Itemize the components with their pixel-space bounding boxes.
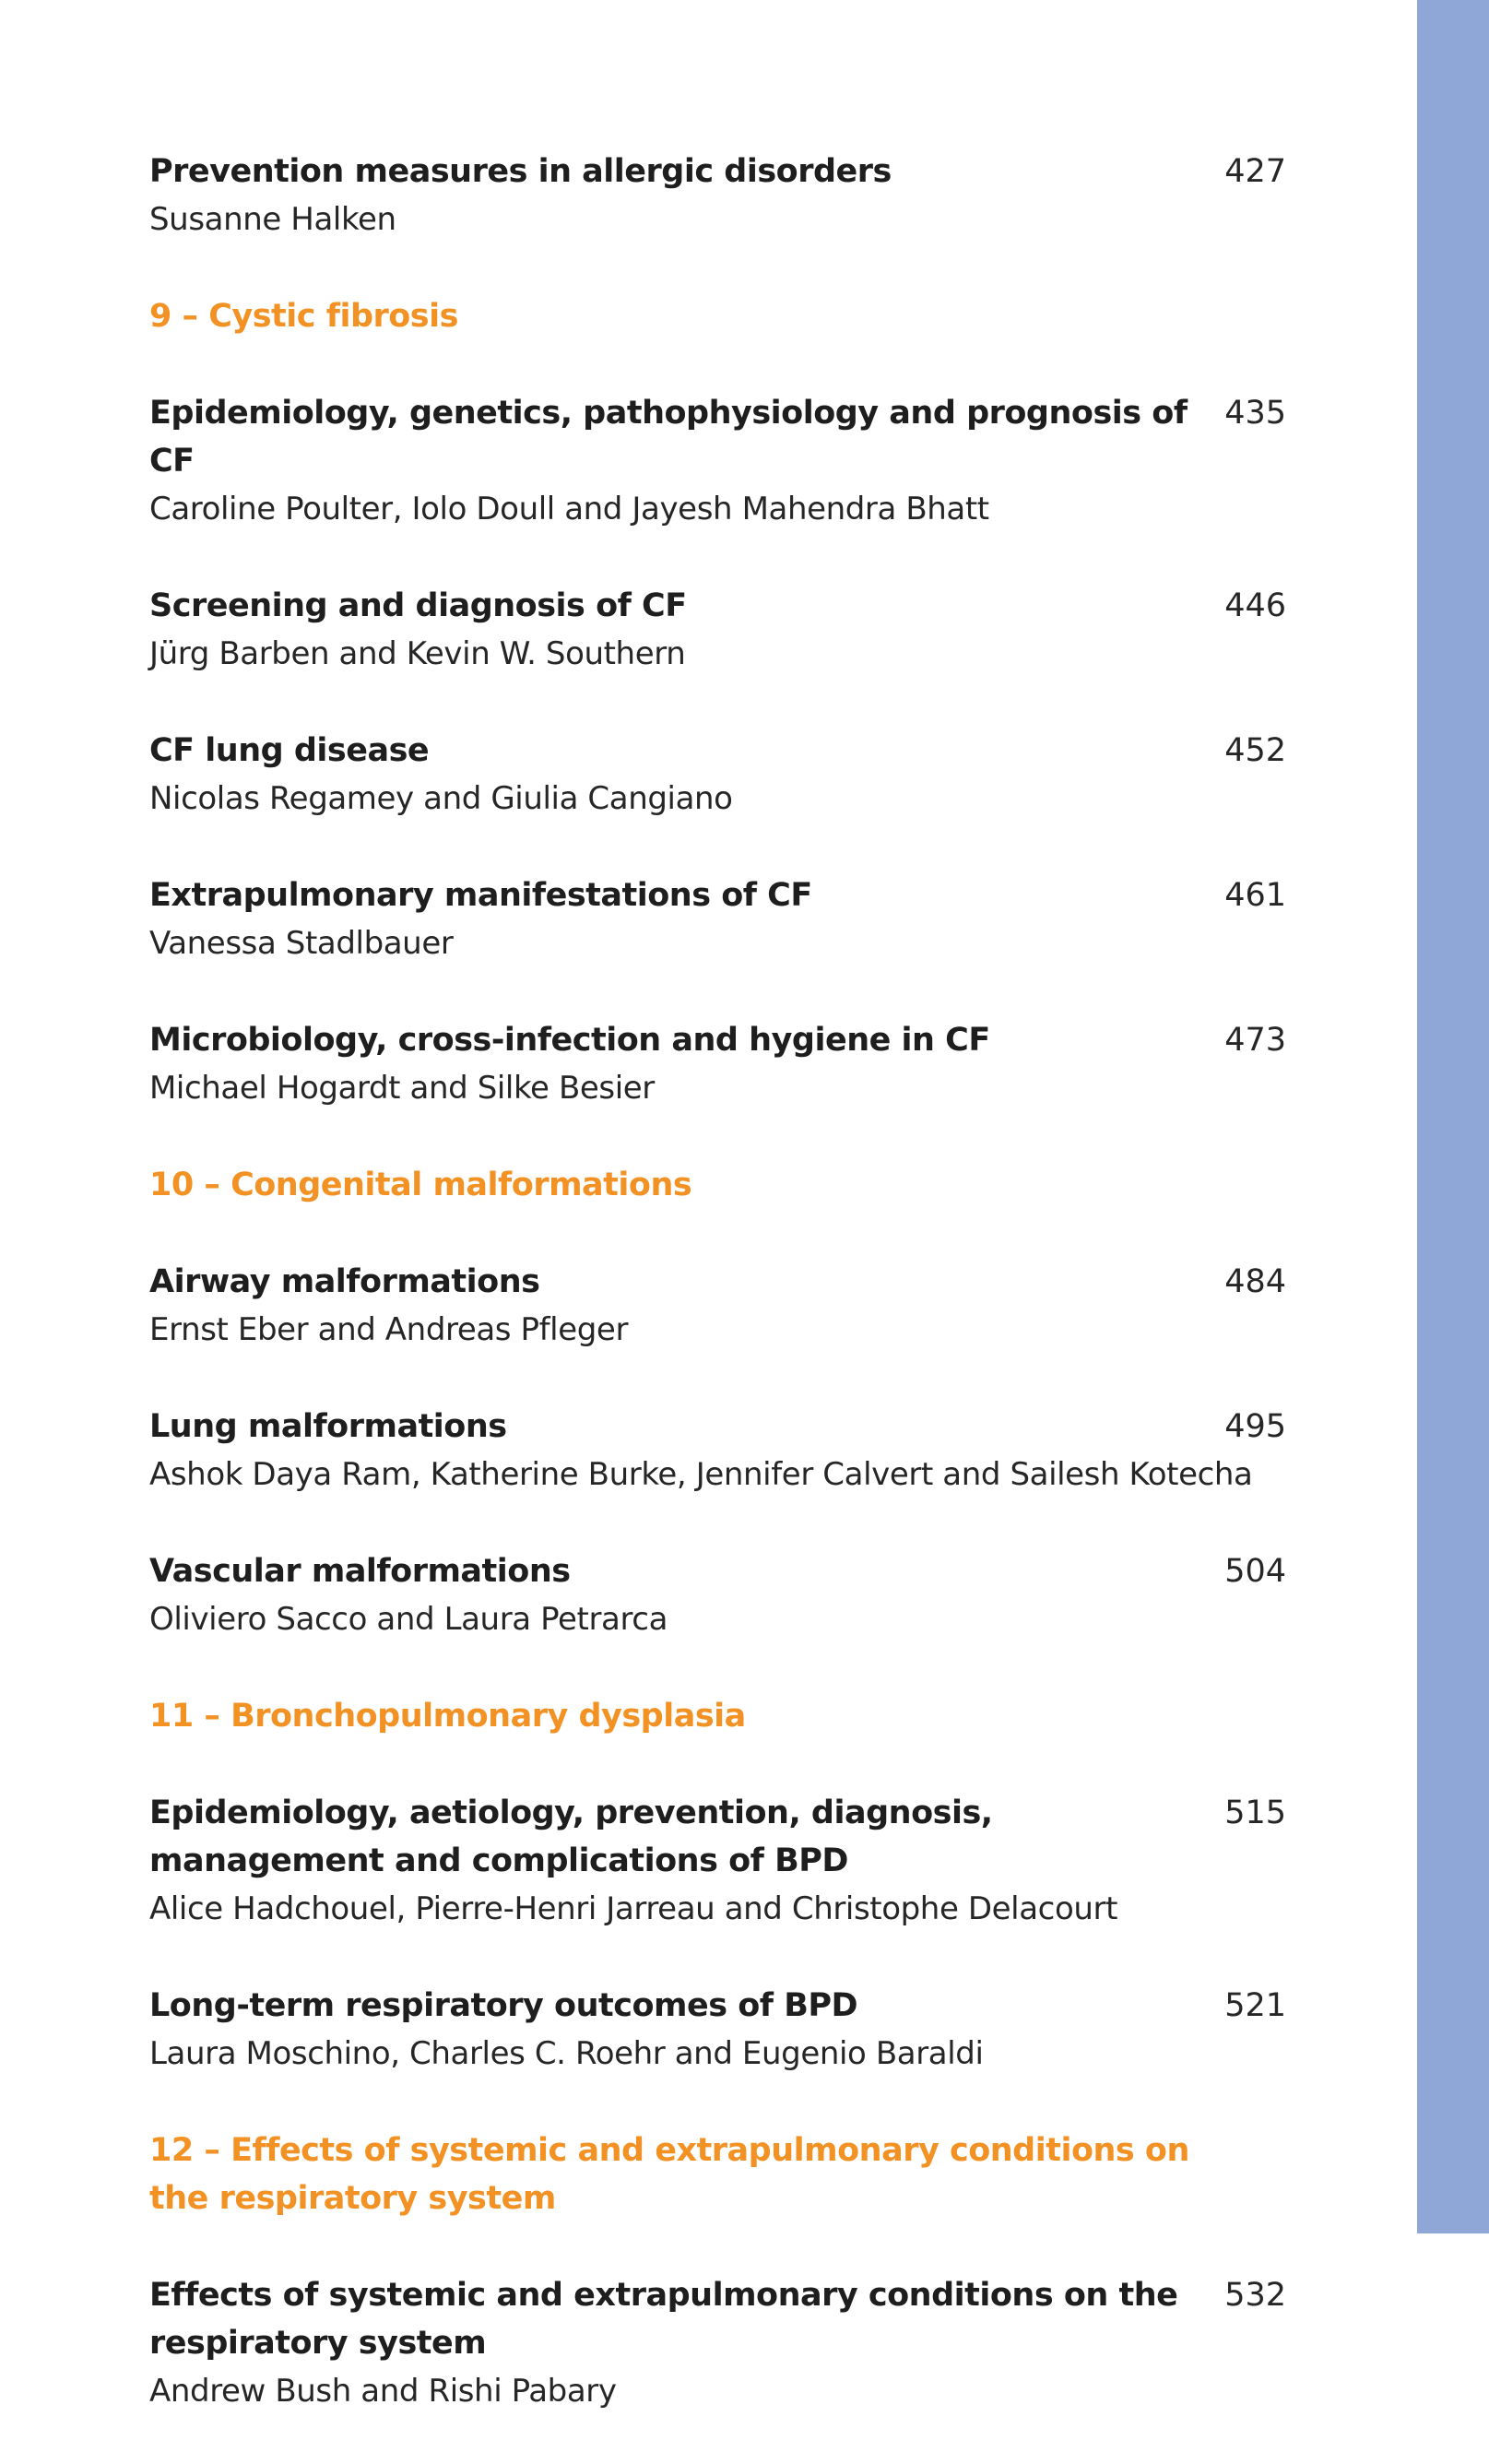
toc-entry[interactable] [149, 727, 1286, 823]
entry-page-number: 515 [1224, 1795, 1286, 1831]
toc-entry[interactable] [149, 389, 1286, 533]
toc-entry[interactable] [149, 2271, 1286, 2415]
entry-page-number: 504 [1224, 1553, 1286, 1590]
toc-entry[interactable] [149, 1789, 1286, 1933]
entry-title: Lung malformations [149, 1408, 507, 1445]
entry-authors: Susanne Halken [149, 201, 396, 238]
section-heading: 11 – Bronchopulmonary dysplasia [149, 1698, 746, 1735]
entry-authors: Vanessa Stadlbauer [149, 925, 454, 962]
toc-entry[interactable] [149, 1403, 1286, 1499]
entry-page-number: 484 [1224, 1263, 1286, 1300]
entry-page-number: 427 [1224, 153, 1286, 190]
entry-authors: Michael Hogardt and Silke Besier [149, 1070, 655, 1107]
entry-authors: Alice Hadchouel, Pierre-Henri Jarreau and Christophe Delacourt [149, 1890, 1118, 1927]
side-color-band [1417, 0, 1489, 2233]
entry-page-number: 446 [1224, 587, 1286, 624]
entry-page-number: 435 [1224, 395, 1286, 432]
section-heading: 10 – Congenital malformations [149, 1167, 692, 1203]
entry-authors: Laura Moschino, Charles C. Roehr and Eugenio Baraldi [149, 2035, 984, 2072]
entry-title: Epidemiology, aetiology, prevention, diagnosis, management and complications of BPD [149, 1795, 993, 1879]
toc-entry[interactable] [149, 148, 1286, 243]
toc-entry[interactable] [149, 1016, 1286, 1112]
entry-page-number: 473 [1224, 1022, 1286, 1059]
entry-authors: Andrew Bush and Rishi Pabary [149, 2373, 617, 2410]
entry-title: Extrapulmonary manifestations of CF [149, 877, 812, 914]
entry-page-number: 532 [1224, 2277, 1286, 2314]
entry-title: Long-term respiratory outcomes of BPD [149, 1987, 858, 2024]
section-heading: 12 – Effects of systemic and extrapulmonary conditions on the respiratory system [149, 2132, 1189, 2217]
entry-title: Vascular malformations [149, 1553, 571, 1590]
section-heading: 9 – Cystic fibrosis [149, 298, 458, 335]
toc-entry[interactable] [149, 1258, 1286, 1354]
entry-authors: Ernst Eber and Andreas Pfleger [149, 1311, 629, 1348]
entry-title: Prevention measures in allergic disorders [149, 153, 892, 190]
entry-authors: Oliviero Sacco and Laura Petrarca [149, 1601, 668, 1638]
entry-title: Effects of systemic and extrapulmonary conditions on the respiratory system [149, 2277, 1178, 2362]
entry-authors: Jürg Barben and Kevin W. Southern [149, 635, 686, 672]
entry-title: CF lung disease [149, 732, 430, 769]
table-of-contents [149, 148, 1286, 2464]
entry-page-number: 495 [1224, 1408, 1286, 1445]
entry-page-number: 452 [1224, 732, 1286, 769]
entry-title: Screening and diagnosis of CF [149, 587, 687, 624]
toc-entry[interactable] [149, 1982, 1286, 2078]
entry-title: Epidemiology, genetics, pathophysiology and prognosis of CF [149, 395, 1188, 480]
entry-title: Airway malformations [149, 1263, 540, 1300]
entry-authors: Ashok Daya Ram, Katherine Burke, Jennifer Calvert and Sailesh Kotecha [149, 1456, 1253, 1493]
entry-page-number: 461 [1224, 877, 1286, 914]
toc-entry[interactable] [149, 1547, 1286, 1643]
entry-authors: Caroline Poulter, Iolo Doull and Jayesh Mahendra Bhatt [149, 491, 989, 527]
toc-entry[interactable] [149, 582, 1286, 678]
entry-page-number: 521 [1224, 1987, 1286, 2024]
entry-title: Microbiology, cross-infection and hygiene in CF [149, 1022, 990, 1059]
entry-authors: Nicolas Regamey and Giulia Cangiano [149, 780, 733, 817]
toc-entry[interactable] [149, 871, 1286, 967]
